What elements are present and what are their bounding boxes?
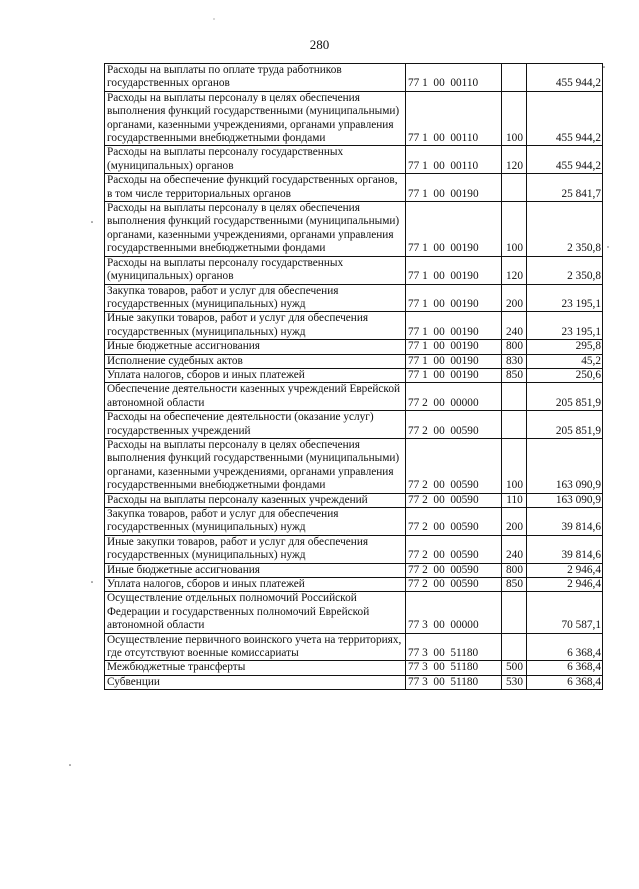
target-code-cell: 77 3 00 51180	[406, 675, 502, 689]
row-name-cell: Субвенции	[105, 675, 406, 689]
target-code-cell: 77 3 00 00000	[406, 592, 502, 633]
row-name-cell: Иные бюджетные ассигнования	[105, 563, 406, 577]
amount-cell: 39 814,6	[527, 535, 603, 563]
expense-type-cell: 500	[502, 661, 527, 675]
target-code-cell: 77 2 00 00590	[406, 535, 502, 563]
expense-type-cell: 240	[502, 535, 527, 563]
expense-type-cell: 110	[502, 493, 527, 507]
row-name-cell: Межбюджетные трансферты	[105, 661, 406, 675]
row-name-cell: Иные бюджетные ассигнования	[105, 340, 406, 354]
expense-type-cell: 100	[502, 202, 527, 257]
target-code-cell: 77 3 00 51180	[406, 661, 502, 675]
amount-cell: 205 851,9	[527, 411, 603, 439]
row-name-cell: Расходы на выплаты персоналу государственных (муниципальных) органов	[105, 256, 406, 284]
target-code-cell: 77 3 00 51180	[406, 633, 502, 661]
target-code-cell: 77 2 00 00000	[406, 383, 502, 411]
target-code-cell: 77 1 00 00190	[406, 340, 502, 354]
target-code-cell: 77 2 00 00590	[406, 411, 502, 439]
target-code-cell: 77 1 00 00190	[406, 202, 502, 257]
amount-cell: 6 368,4	[527, 661, 603, 675]
target-code-cell: 77 1 00 00110	[406, 91, 502, 146]
expense-type-cell: 830	[502, 354, 527, 368]
expense-type-cell: 850	[502, 368, 527, 382]
expense-type-cell: 120	[502, 146, 527, 174]
expense-type-cell: 100	[502, 91, 527, 146]
amount-cell: 163 090,9	[527, 493, 603, 507]
amount-cell: 2 946,4	[527, 578, 603, 592]
amount-cell: 455 944,2	[527, 146, 603, 174]
row-name-cell: Закупка товаров, работ и услуг для обеспечения государственных (муниципальных) нужд	[105, 508, 406, 536]
row-name-cell: Осуществление отдельных полномочий Российской Федерации и государственных полномочий Еврейской автономной области	[105, 592, 406, 633]
amount-cell: 2 946,4	[527, 563, 603, 577]
target-code-cell: 77 1 00 00190	[406, 354, 502, 368]
target-code-cell: 77 2 00 00590	[406, 578, 502, 592]
amount-cell: 23 195,1	[527, 312, 603, 340]
target-code-cell: 77 1 00 00110	[406, 64, 502, 92]
target-code-cell: 77 2 00 00590	[406, 438, 502, 493]
page-number: 280	[309, 37, 330, 52]
amount-cell: 295,8	[527, 340, 603, 354]
expense-type-cell: 200	[502, 284, 527, 312]
target-code-cell: 77 1 00 00110	[406, 146, 502, 174]
amount-cell: 455 944,2	[527, 64, 603, 92]
expense-type-cell: 800	[502, 563, 527, 577]
row-name-cell: Обеспечение деятельности казенных учреждений Еврейской автономной области	[105, 383, 406, 411]
amount-cell: 205 851,9	[527, 383, 603, 411]
target-code-cell: 77 1 00 00190	[406, 256, 502, 284]
amount-cell: 23 195,1	[527, 284, 603, 312]
row-name-cell: Расходы на выплаты по оплате труда работников государственных органов	[105, 64, 406, 92]
expense-type-cell: 200	[502, 508, 527, 536]
row-name-cell: Расходы на выплаты персоналу в целях обеспечения выполнения функций государственными (муниципальными) органами, казенными учреждениями, органами управления государственными внебюджетными фондами	[105, 438, 406, 493]
row-name-cell: Расходы на выплаты персоналу казенных учреждений	[105, 493, 406, 507]
target-code-cell: 77 1 00 00190	[406, 368, 502, 382]
expense-type-cell: 850	[502, 578, 527, 592]
expense-type-cell: 530	[502, 675, 527, 689]
expense-type-cell: 240	[502, 312, 527, 340]
amount-cell: 163 090,9	[527, 438, 603, 493]
amount-cell: 250,6	[527, 368, 603, 382]
expense-type-cell: 120	[502, 256, 527, 284]
amount-cell: 2 350,8	[527, 202, 603, 257]
row-name-cell: Расходы на выплаты персоналу в целях обеспечения выполнения функций государственными (муниципальными) органами, казенными учреждениями, органами управления государственными внебюджетными фондами	[105, 91, 406, 146]
amount-cell: 25 841,7	[527, 174, 603, 202]
amount-cell: 39 814,6	[527, 508, 603, 536]
amount-cell: 6 368,4	[527, 633, 603, 661]
row-name-cell: Осуществление первичного воинского учета на территориях, где отсутствуют военные комиссариаты	[105, 633, 406, 661]
row-name-cell: Расходы на выплаты персоналу государственных (муниципальных) органов	[105, 146, 406, 174]
target-code-cell: 77 2 00 00590	[406, 493, 502, 507]
expense-type-cell: 800	[502, 340, 527, 354]
row-name-cell: Расходы на обеспечение функций государственных органов, в том числе территориальных органов	[105, 174, 406, 202]
target-code-cell: 77 2 00 00590	[406, 508, 502, 536]
row-name-cell: Расходы на выплаты персоналу в целях обеспечения выполнения функций государственными (муниципальными) органами, казенными учреждениями, органами управления государственными внебюджетными фондами	[105, 202, 406, 257]
target-code-cell: 77 1 00 00190	[406, 312, 502, 340]
amount-cell: 45,2	[527, 354, 603, 368]
row-name-cell: Иные закупки товаров, работ и услуг для обеспечения государственных (муниципальных) нужд	[105, 535, 406, 563]
amount-cell: 6 368,4	[527, 675, 603, 689]
amount-cell: 2 350,8	[527, 256, 603, 284]
row-name-cell: Уплата налогов, сборов и иных платежей	[105, 368, 406, 382]
target-code-cell: 77 1 00 00190	[406, 174, 502, 202]
row-name-cell: Расходы на обеспечение деятельности (оказание услуг) государственных учреждений	[105, 411, 406, 439]
row-name-cell: Иные закупки товаров, работ и услуг для обеспечения государственных (муниципальных) нужд	[105, 312, 406, 340]
amount-cell: 455 944,2	[527, 91, 603, 146]
expense-type-cell: 100	[502, 438, 527, 493]
row-name-cell: Исполнение судебных актов	[105, 354, 406, 368]
target-code-cell: 77 2 00 00590	[406, 563, 502, 577]
row-name-cell: Уплата налогов, сборов и иных платежей	[105, 578, 406, 592]
row-name-cell: Закупка товаров, работ и услуг для обеспечения государственных (муниципальных) нужд	[105, 284, 406, 312]
target-code-cell: 77 1 00 00190	[406, 284, 502, 312]
amount-cell: 70 587,1	[527, 592, 603, 633]
